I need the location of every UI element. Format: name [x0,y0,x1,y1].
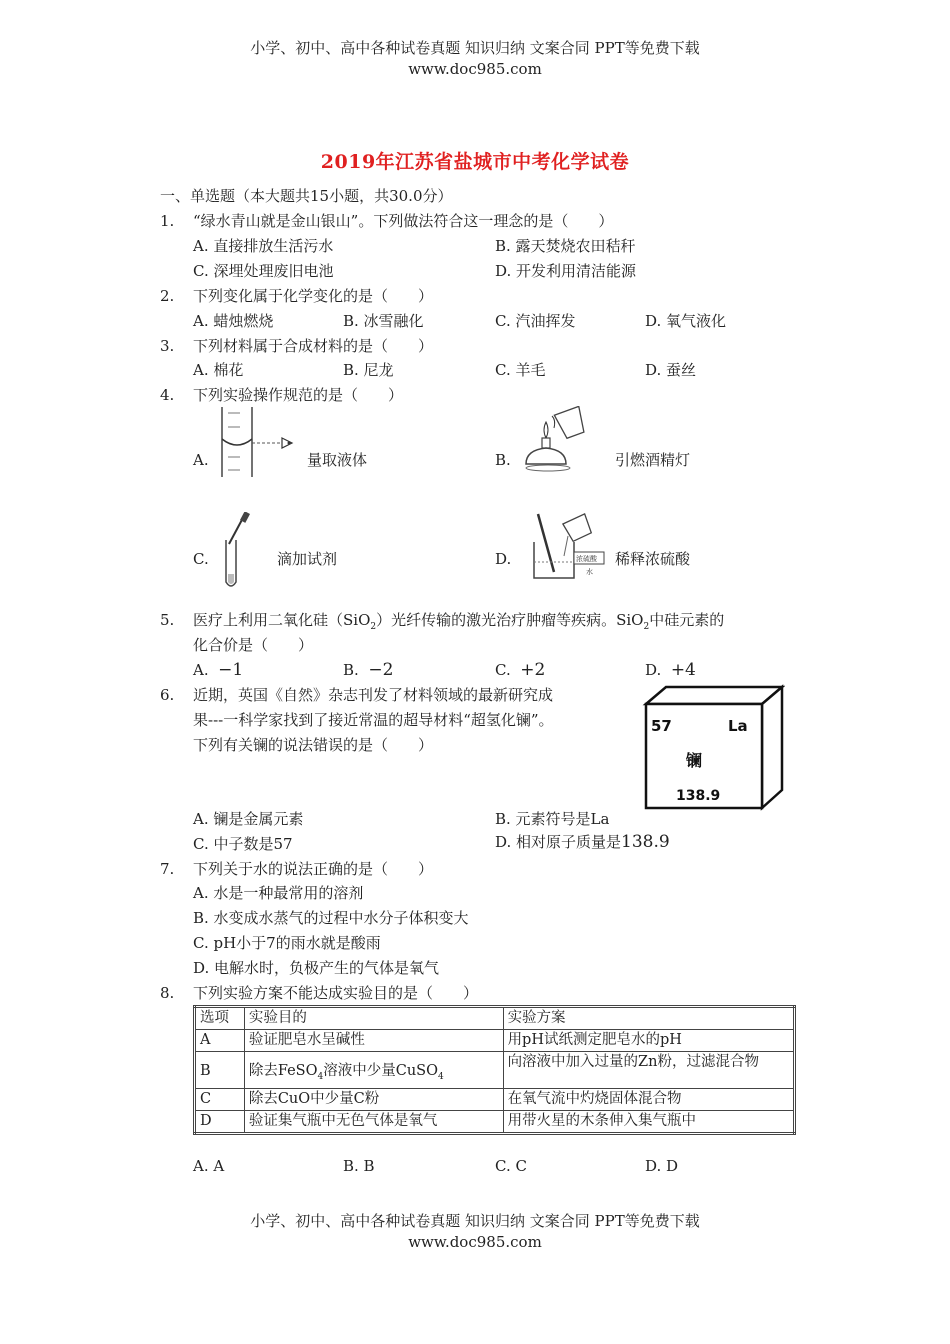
table-cell-plan: 用带火星的木条伸入集气瓶中 [503,1110,794,1133]
table-cell-goal: 验证集气瓶中无色气体是氧气 [244,1110,503,1133]
q2-number: 2. [160,287,175,305]
page-header-line1: 小学、初中、高中各种试卷真题 知识归纳 文案合同 PPT等免费下载 [250,39,700,57]
q8-option-d: D. D [645,1157,679,1175]
q8-number: 8. [160,984,175,1002]
q2-option-a: A. 蜡烛燃烧 [193,312,274,330]
q5-option-a: A. −1 [193,660,244,680]
q7-number: 7. [160,860,175,878]
q3-number: 3. [160,337,175,355]
table-cell-option: A [195,1030,245,1052]
q4-option-c-text: 滴加试剂 [277,550,338,568]
table-row [195,1110,795,1133]
table-cell-goal: 验证肥皂水呈碱性 [244,1030,503,1052]
q4-stem: 下列实验操作规范的是（ ） [193,386,404,404]
q4-option-c-letter: C. [193,550,209,568]
element-name: 镧 [686,751,703,770]
q2-option-b: B. 冰雪融化 [343,312,424,330]
q4-option-d-text: 稀释浓硫酸 [615,550,691,568]
q3-option-b: B. 尼龙 [343,361,394,379]
q1-option-d: D. 开发利用清洁能源 [495,262,637,280]
q1-stem: “绿水青山就是金山银山”。下列做法符合这一理念的是（ ） [193,212,614,230]
table-header-cell: 选项 [195,1007,245,1030]
page-header-url: www.doc985.com [408,60,542,78]
q4-option-d-letter: D. [495,550,512,568]
table-cell-option: C [195,1088,245,1110]
q3-option-d: D. 蚕丝 [645,361,697,379]
q3-option-c: C. 羊毛 [495,361,546,379]
q7-option-a: A. 水是一种最常用的溶剂 [193,884,364,902]
q1-option-a: A. 直接排放生活污水 [193,237,334,255]
table-row [195,1052,795,1089]
d-image-label-acid: 浓硫酸 [576,555,597,563]
q4-option-a-text: 量取液体 [307,451,368,469]
q7-option-d: D. 电解水时，负极产生的气体是氧气 [193,959,440,977]
q7-stem: 下列关于水的说法正确的是（ ） [193,860,434,878]
q5-option-d: D. +4 [645,660,696,680]
q2-stem: 下列变化属于化学变化的是（ ） [193,287,434,305]
d-image-label-water: 水 [586,568,593,576]
dropper-into-test-tube-image [216,512,256,592]
q6-stem-line1: 近期，英国《自然》杂志刊发了材料领域的最新研究成 [193,686,554,704]
q7-option-c: C. pH小于7的雨水就是酸雨 [193,934,381,952]
q2-option-d: D. 氧气液化 [645,312,727,330]
table-row [195,1088,795,1110]
q3-option-a: A. 棉花 [193,361,244,379]
graduated-cylinder-reading-image [210,405,302,480]
q4-option-a-letter: A. [193,451,209,469]
table-cell-plan: 向溶液中加入过量的Zn粉，过滤混合物 [503,1052,794,1089]
exam-title: 2019年江苏省盐城市中考化学试卷 [320,151,630,173]
alcohol-lamp-lighting-image [518,406,610,474]
lanthanum-element-card [640,684,785,812]
q2-option-c: C. 汽油挥发 [495,312,576,330]
table-header-row [195,1007,795,1030]
diluting-sulfuric-acid-image [520,512,610,584]
element-mass: 138.9 [676,788,721,804]
q8-experiment-table [193,1005,796,1135]
q5-stem-line1: 医疗上利用二氧化硅（SiO$_2$）光纤传输的激光治疗肿瘤等疾病。SiO$_2$中硅元素的 [193,611,725,632]
element-atomic-number: 57 [651,717,672,735]
q6-stem-line3: 下列有关镧的说法错误的是（ ） [193,736,434,754]
q4-option-b-letter: B. [495,451,511,469]
q1-option-b: B. 露天焚烧农田秸秆 [495,237,636,255]
q1-option-c: C. 深埋处理废旧电池 [193,262,334,280]
table-cell-goal: 除去FeSO$_4$溶液中少量CuSO$_4$ [244,1052,503,1089]
q8-option-b: B. B [343,1157,375,1175]
table-cell-plan: 在氧气流中灼烧固体混合物 [503,1088,794,1110]
q5-number: 5. [160,611,175,629]
table-cell-option: B [195,1052,245,1089]
table-cell-option: D [195,1110,245,1133]
q3-stem: 下列材料属于合成材料的是（ ） [193,337,434,355]
q5-option-c: C. +2 [495,660,546,680]
q6-option-a: A. 镧是金属元素 [193,810,304,828]
q8-option-a: A. A [193,1157,225,1175]
q8-stem: 下列实验方案不能达成实验目的是（ ） [193,984,479,1002]
page-footer-line1: 小学、初中、高中各种试卷真题 知识归纳 文案合同 PPT等免费下载 [250,1212,700,1230]
table-header-cell: 实验方案 [503,1007,794,1030]
table-cell-goal: 除去CuO中少量C粉 [244,1088,503,1110]
q5-option-b: B. −2 [343,660,394,680]
q6-number: 6. [160,686,175,704]
table-header-cell: 实验目的 [244,1007,503,1030]
q7-option-b: B. 水变成水蒸气的过程中水分子体积变大 [193,909,469,927]
table-cell-plan: 用pH试纸测定肥皂水的pH [503,1030,794,1052]
q8-option-c: C. C [495,1157,527,1175]
q6-stem-line2: 果---一科学家找到了接近常温的超导材料“超氢化镧”。 [193,711,554,729]
q4-number: 4. [160,386,175,404]
table-row [195,1030,795,1052]
section-heading: 一、单选题（本大题共15小题，共30.0分） [160,187,453,205]
page-footer-url: www.doc985.com [408,1233,542,1251]
q5-stem-line2: 化合价是（ ） [193,636,314,654]
q6-option-b: B. 元素符号是La [495,810,610,828]
q1-number: 1. [160,212,175,230]
q6-option-c: C. 中子数是57 [193,835,293,853]
element-symbol: La [728,717,748,735]
q6-option-d: D. 相对原子质量是138.9 [495,832,670,852]
q4-option-b-text: 引燃酒精灯 [615,451,691,469]
